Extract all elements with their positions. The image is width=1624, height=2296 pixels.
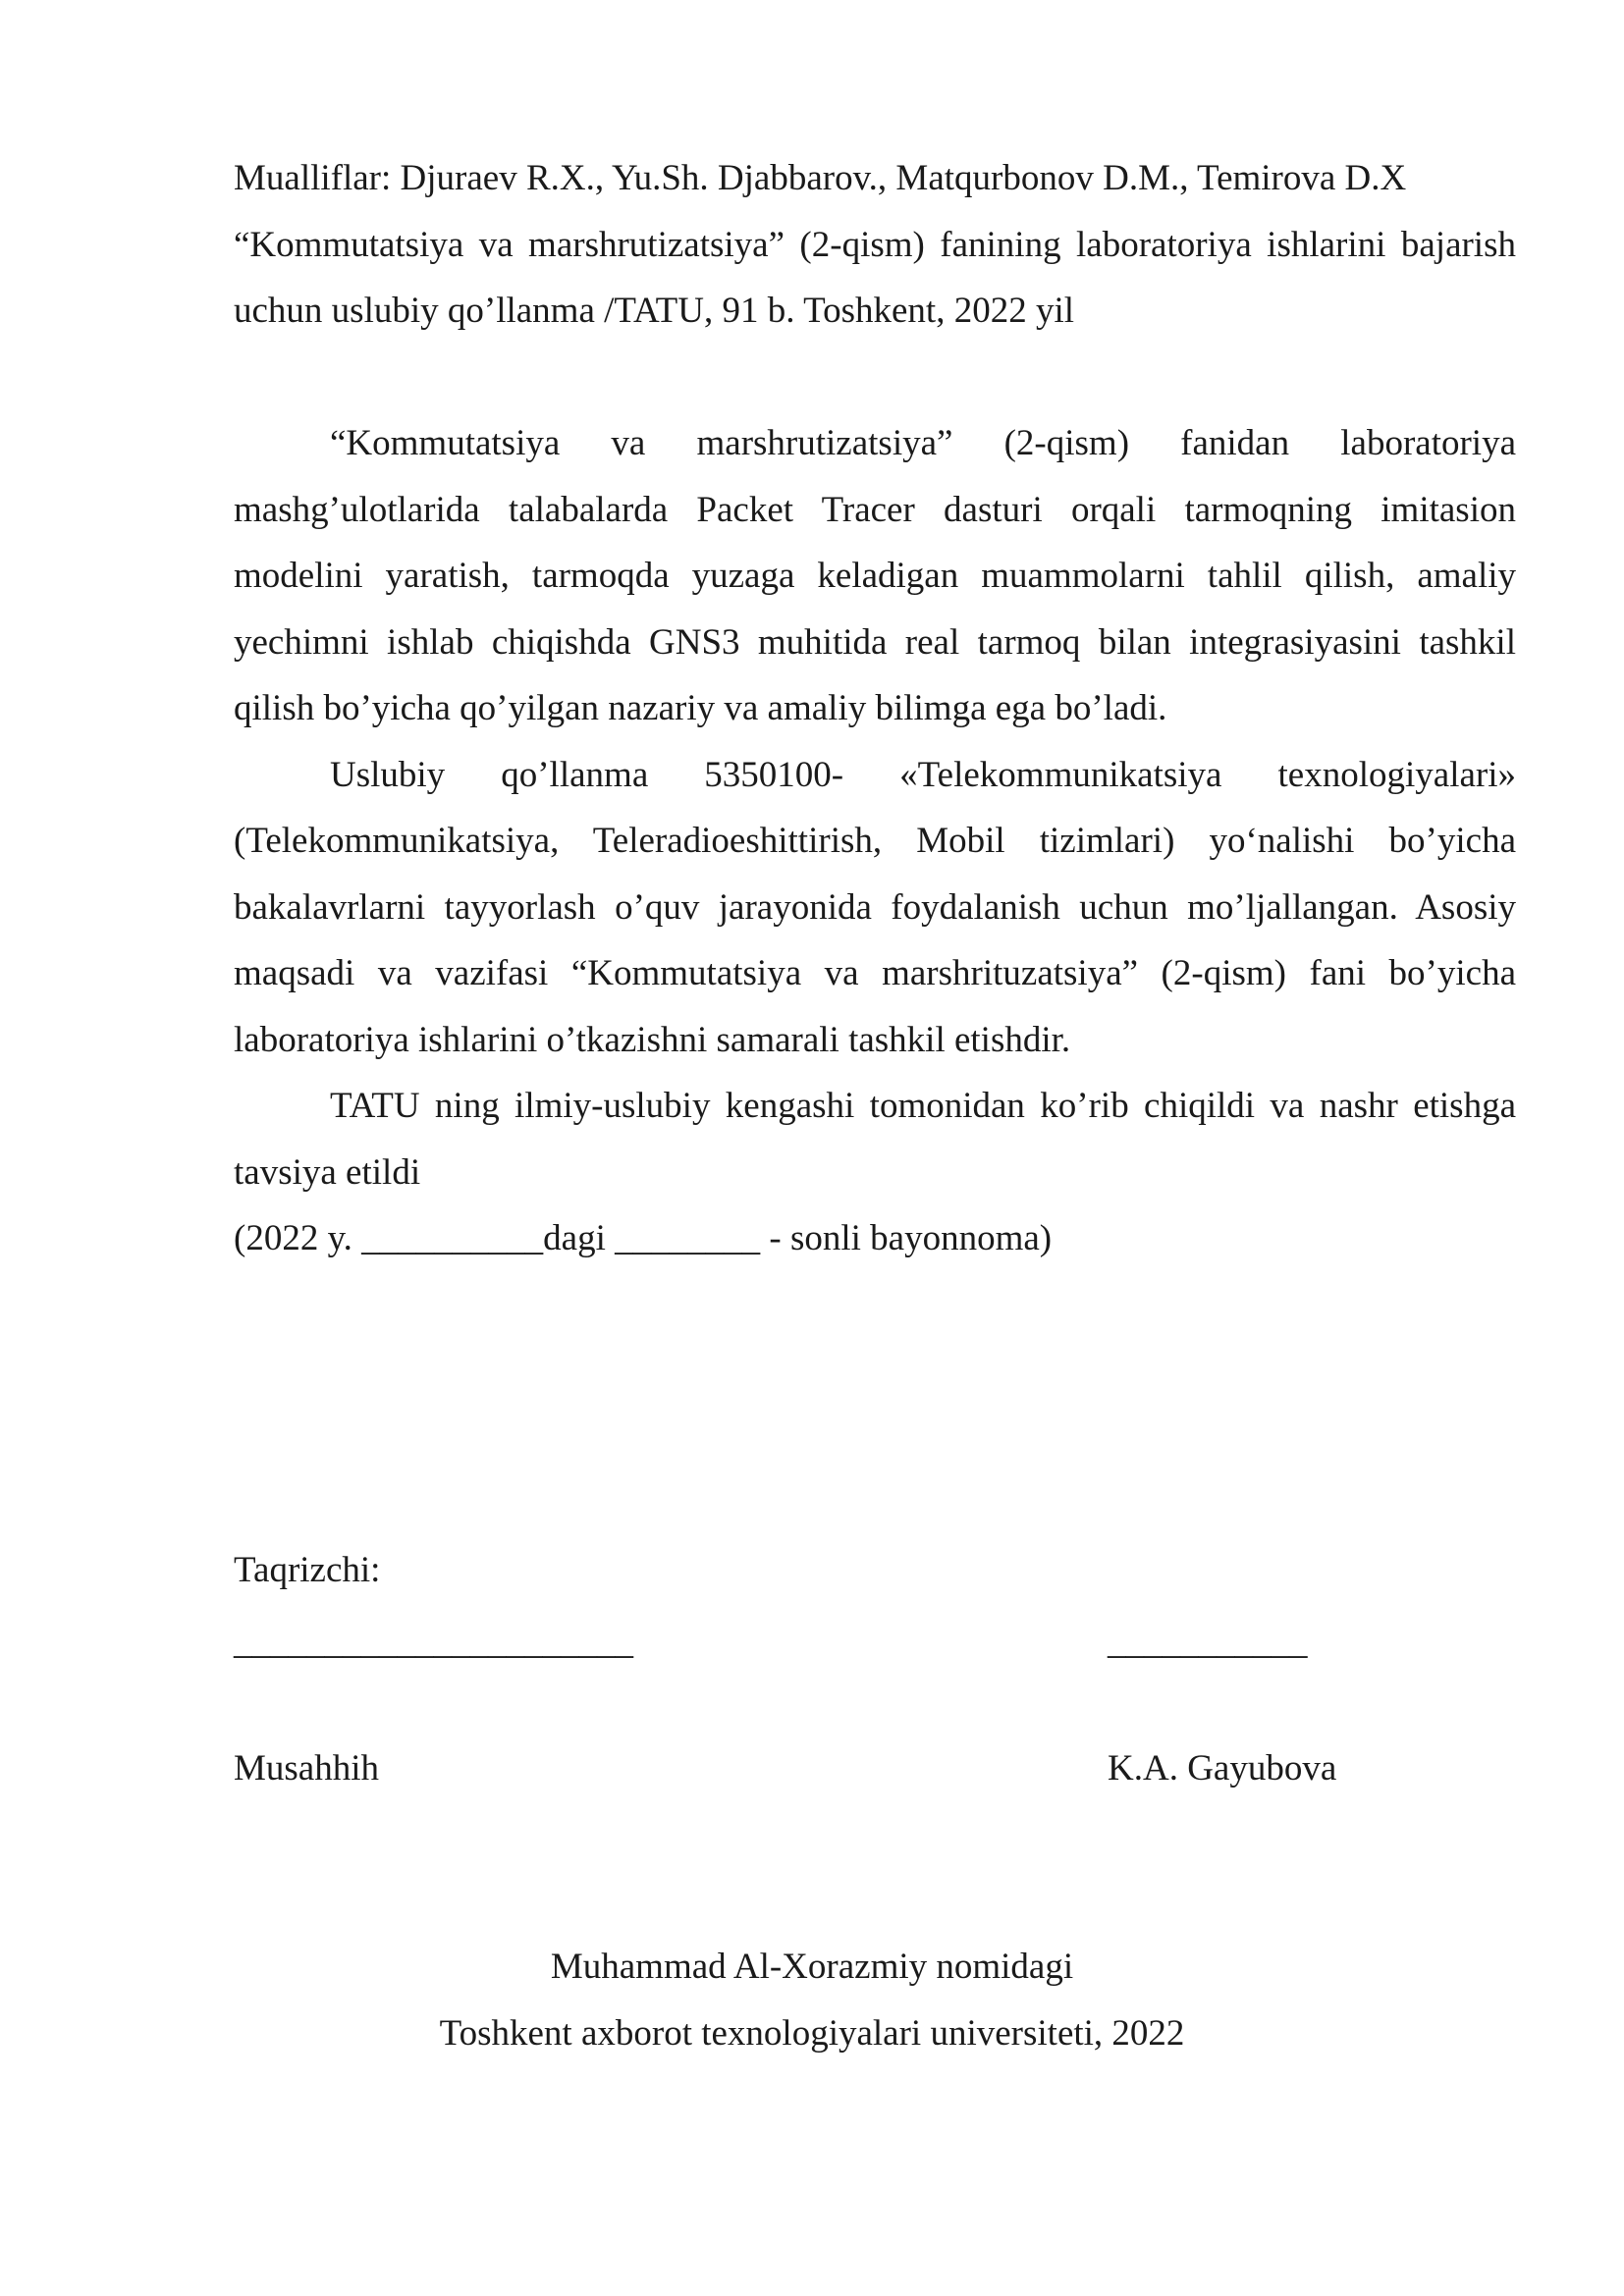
abstract-paragraph-2: Uslubiy qo’llanma 5350100- «Telekommunikatsiya texnologiyalari» (Telekommunikatsiya, Teleradioeshittirish, Mobil tizimlari) yo‘nalishi bo’yicha bakalavrlarni tayyorlash o’quv jarayonida foydalanish uchun mo’ljallangan. Asosiy maqsadi va vazifasi “Kommutatsiya va marshrituzatsiya” (2-qism) fani bo’yicha laboratoriya ishlarini o’tkazishni samarali tashkil etishdir.: [234, 754, 1516, 1060]
bibliographic-description: “Kommutatsiya va marshrutizatsiya” (2-qism) fanining laboratoriya ishlarini bajarish uchun uslubiy qo’llanma /TATU, 91 b. Toshkent, 2022 yil: [234, 224, 1516, 331]
authors-line: Mualliflar: Djuraev R.X., Yu.Sh. Djabbarov., Matqurbonov D.M., Temirova D.X: [234, 158, 1407, 198]
reviewer-label: Taqrizchi:: [234, 1550, 381, 1590]
reviewer-name-blank: ___________: [1108, 1622, 1308, 1662]
abstract-paragraph-1: “Kommutatsiya va marshrutizatsiya” (2-qism) fanidan laboratoriya mashg’ulotlarida talabalarda Packet Tracer dasturi orqali tarmoqning imitasion modelini yaratish, tarmoqda yuzaga keladigan muammolarni tahlil qilish, amaliy yechimni ishlab chiqishda GNS3 muhitida real tarmoq bilan integrasiyasini tashkil qilish bo’yicha qo’yilgan nazariy va amaliy bilimga ega bo’ladi.: [234, 423, 1516, 728]
publisher-line-2: Toshkent axborot texnologiyalari universiteti, 2022: [439, 2013, 1185, 2054]
editor-name: K.A. Gayubova: [1108, 1748, 1337, 1789]
publisher-line-1: Muhammad Al-Xorazmiy nomidagi: [550, 1947, 1074, 1987]
authors-block: [234, 145, 1516, 345]
abstract-block: [234, 410, 1516, 1272]
abstract-paragraph-3: TATU ning ilmiy-uslubiy kengashi tomonidan ko’rib chiqildi va nashr etishga tavsiya etildi: [234, 1086, 1516, 1193]
protocol-line: (2022 y. __________dagi ________ - sonli bayonnoma): [234, 1218, 1053, 1258]
reviewer-signature-blank: ______________________: [234, 1622, 633, 1662]
editor-label: Musahhih: [234, 1748, 379, 1789]
